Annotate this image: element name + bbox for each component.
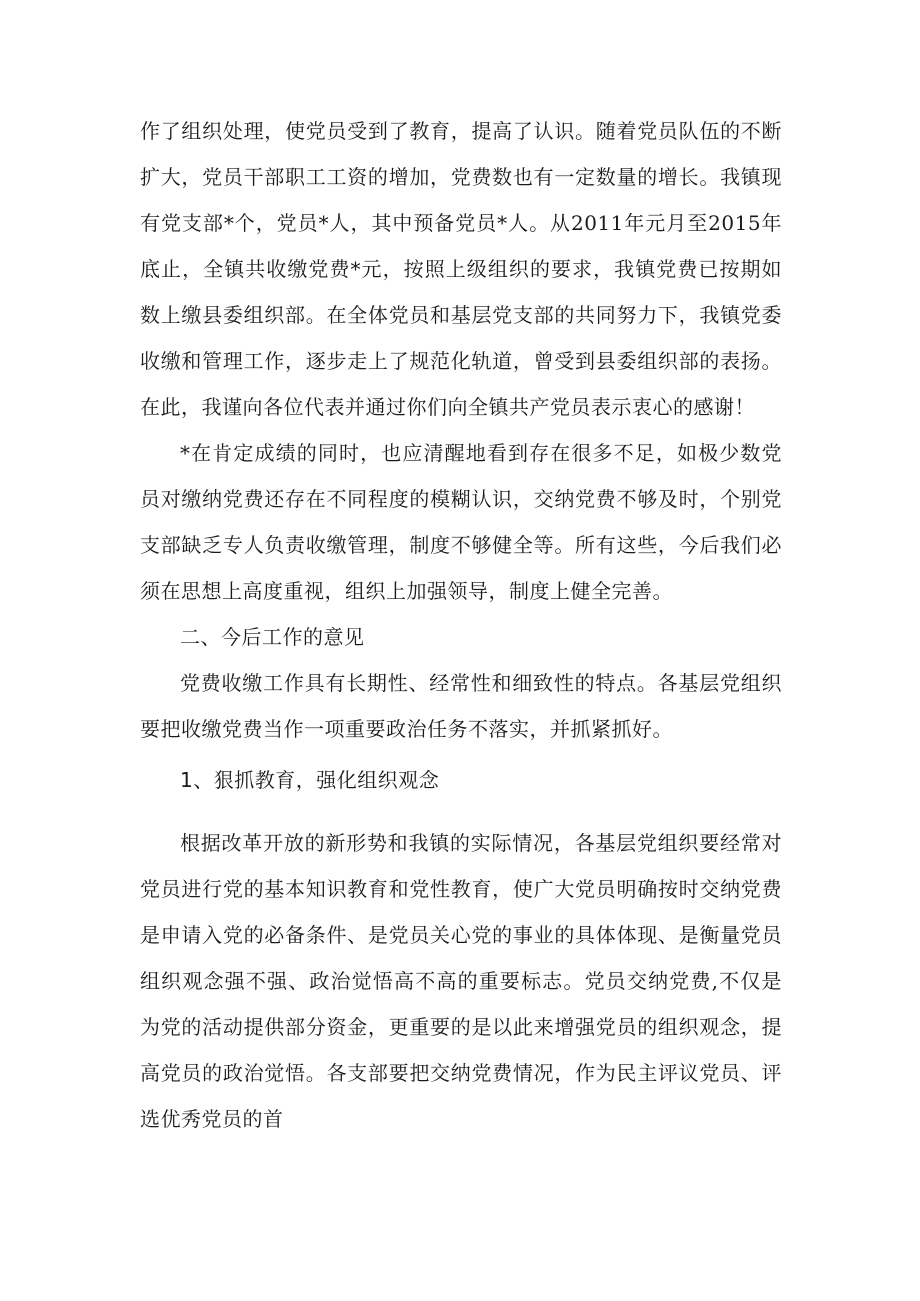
paragraph-continued: 作了组织处理，使党员受到了教育，提高了认识。随着党员队伍的不断扩大，党员干部职工工资的增加，党费数也有一定数量的增长。我镇现有党支部*个，党员*人，其中预备党员*人。从2011年元月至2015年底止，全镇共收缴党费*元，按照上级组织的要求，我镇党费已按期如数上缴县委组织部。在全体党员和基层党支部的共同努力下，我镇党委收缴和管理工作，逐步走上了规范化轨道，曾受到县委组织部的表扬。在此，我谨向各位代表并通过你们向全镇共产党员表示衷心的感谢！ [140, 119, 782, 419]
paragraph-body: 根据改革开放的新形势和我镇的实际情况，各基层党组织要经常对党员进行党的基本知识教育和党性教育，使广大党员明确按时交纳党费是申请入党的必备条件、是党员关心党的事业的具体体现、是衡量党员组织观念强不强、政治觉悟高不高的重要标志。党员交纳党费,不仅是为党的活动提供部分资金，更重要的是以此来增强党员的组织观念，提高党员的政治觉悟。各支部要把交纳党费情况，作为民主评议党员、评选优秀党员的首 [140, 831, 782, 1131]
document-body [140, 108, 782, 1142]
paragraph-intro: 党费收缴工作具有长期性、经常性和细致性的特点。各基层党组织要把收缴党费当作一项重要政治任务不落实，并抓紧抓好。 [140, 671, 782, 741]
section-heading: 二、今后工作的意见 [180, 625, 365, 649]
paragraph-shortcomings: *在肯定成绩的同时，也应清醒地看到存在很多不足，如极少数党员对缴纳党费还存在不同程度的模糊认识，交纳党费不够及时，个别党支部缺乏专人负责收缴管理，制度不够健全等。所有这些，今后我们必须在思想上高度重视，组织上加强领导，制度上健全完善。 [140, 441, 782, 603]
subheading: 1、狠抓教育，强化组织观念 [180, 768, 440, 792]
